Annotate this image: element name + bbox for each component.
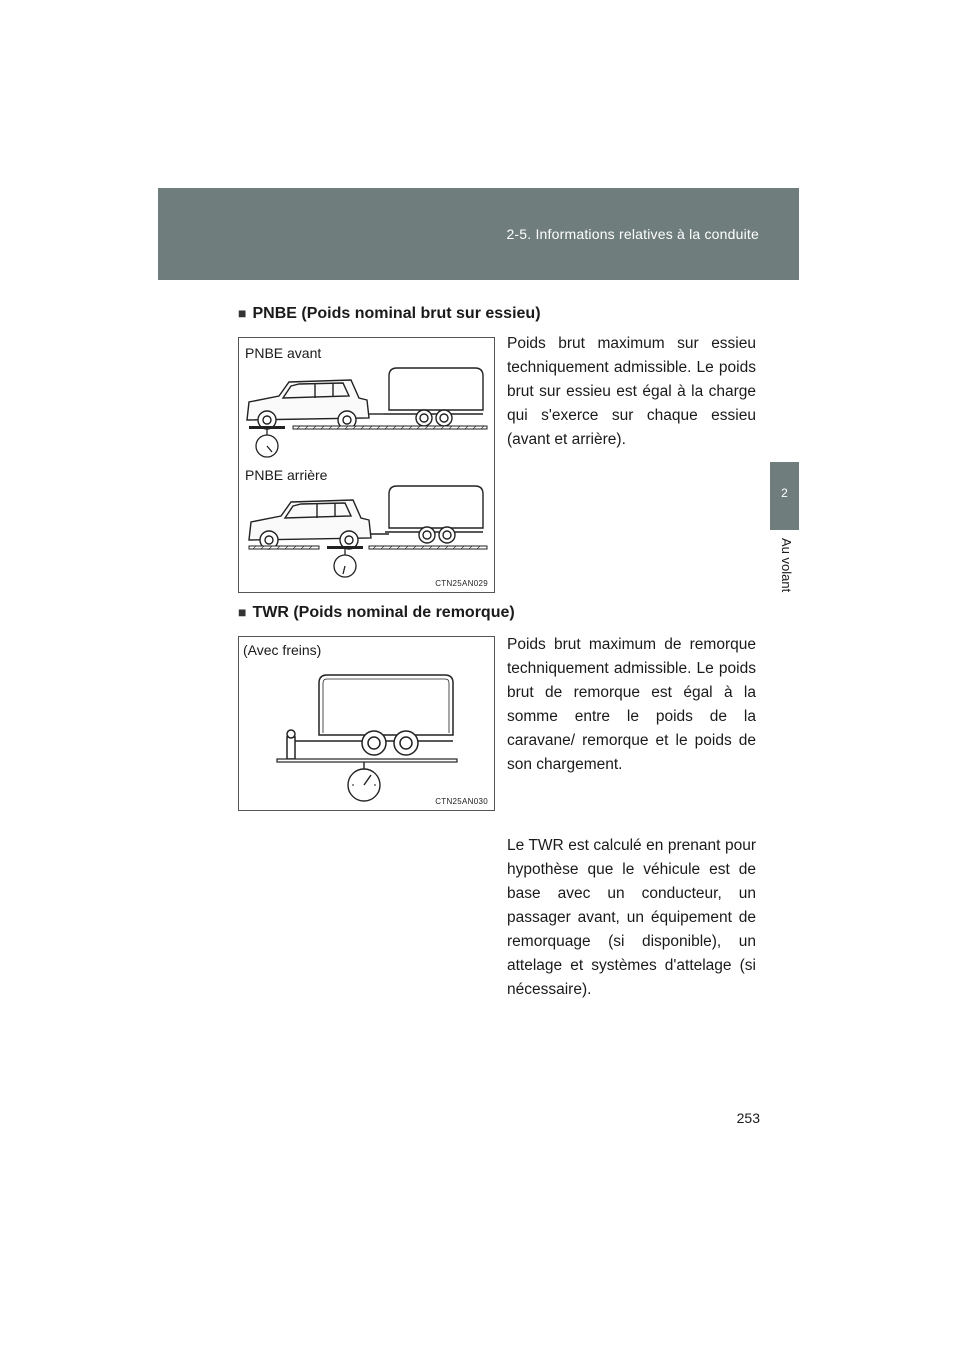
paragraph-pnbe: Poids brut maximum sur essieu techniquement admissible. Le poids brut sur essieu est égal à la charge qui s'exerce sur chaque essieu (avant et arrière). [507, 335, 756, 448]
chapter-number: 2 [781, 486, 788, 500]
trailer-icon [287, 675, 453, 759]
scale-plate [249, 426, 285, 429]
figure-pnbe-drawing [239, 338, 496, 594]
figure-twr [238, 636, 495, 811]
bullet-square-icon: ■ [238, 305, 247, 321]
scale-gauge-icon [334, 549, 356, 577]
car-icon [249, 500, 389, 549]
section-title-pnbe [238, 305, 541, 323]
chapter-label: Au volant [779, 538, 794, 593]
figure-label-brakes: (Avec freins) [243, 642, 322, 658]
section-breadcrumb: 2-5. Informations relatives à la conduite [506, 226, 759, 242]
figure-code: CTN25AN029 [435, 579, 488, 588]
paragraph-twr-calculation: Le TWR est calculé en prenant pour hypothèse que le véhicule est de base avec un conducteur, un passager avant, un équipement de remorquage (si disponible), un attelage et systèmes d'attelage (si nécessaire). [507, 837, 756, 998]
trailer-icon [385, 486, 483, 543]
figure-pnbe [238, 337, 495, 593]
figure-label-front: PNBE avant [245, 345, 322, 361]
ground-hatched [249, 546, 319, 549]
scale-plate [327, 546, 363, 549]
section-title-text: TWR (Poids nominal de remorque) [252, 604, 515, 621]
trailer-icon [384, 368, 483, 426]
figure-code: CTN25AN030 [435, 797, 488, 806]
scale-gauge-icon [256, 429, 278, 457]
page-number: 253 [736, 1110, 760, 1126]
paragraph-twr-definition: Poids brut maximum de remorque techniquement admissible. Le poids brut de remorque est égal à la somme entre le poids de la caravane/ remorque et le poids de son chargement. [507, 636, 756, 773]
figure-label-rear: PNBE arrière [245, 467, 328, 483]
section-title-text: PNBE (Poids nominal brut sur essieu) [252, 305, 541, 322]
section-title-twr [238, 604, 515, 622]
bullet-square-icon: ■ [238, 604, 247, 620]
chapter-header [158, 188, 799, 280]
ground-line [277, 759, 457, 762]
scale-gauge-icon [348, 762, 380, 801]
car-icon [247, 380, 384, 429]
chapter-tab [770, 462, 799, 530]
figure-twr-drawing [239, 637, 496, 812]
